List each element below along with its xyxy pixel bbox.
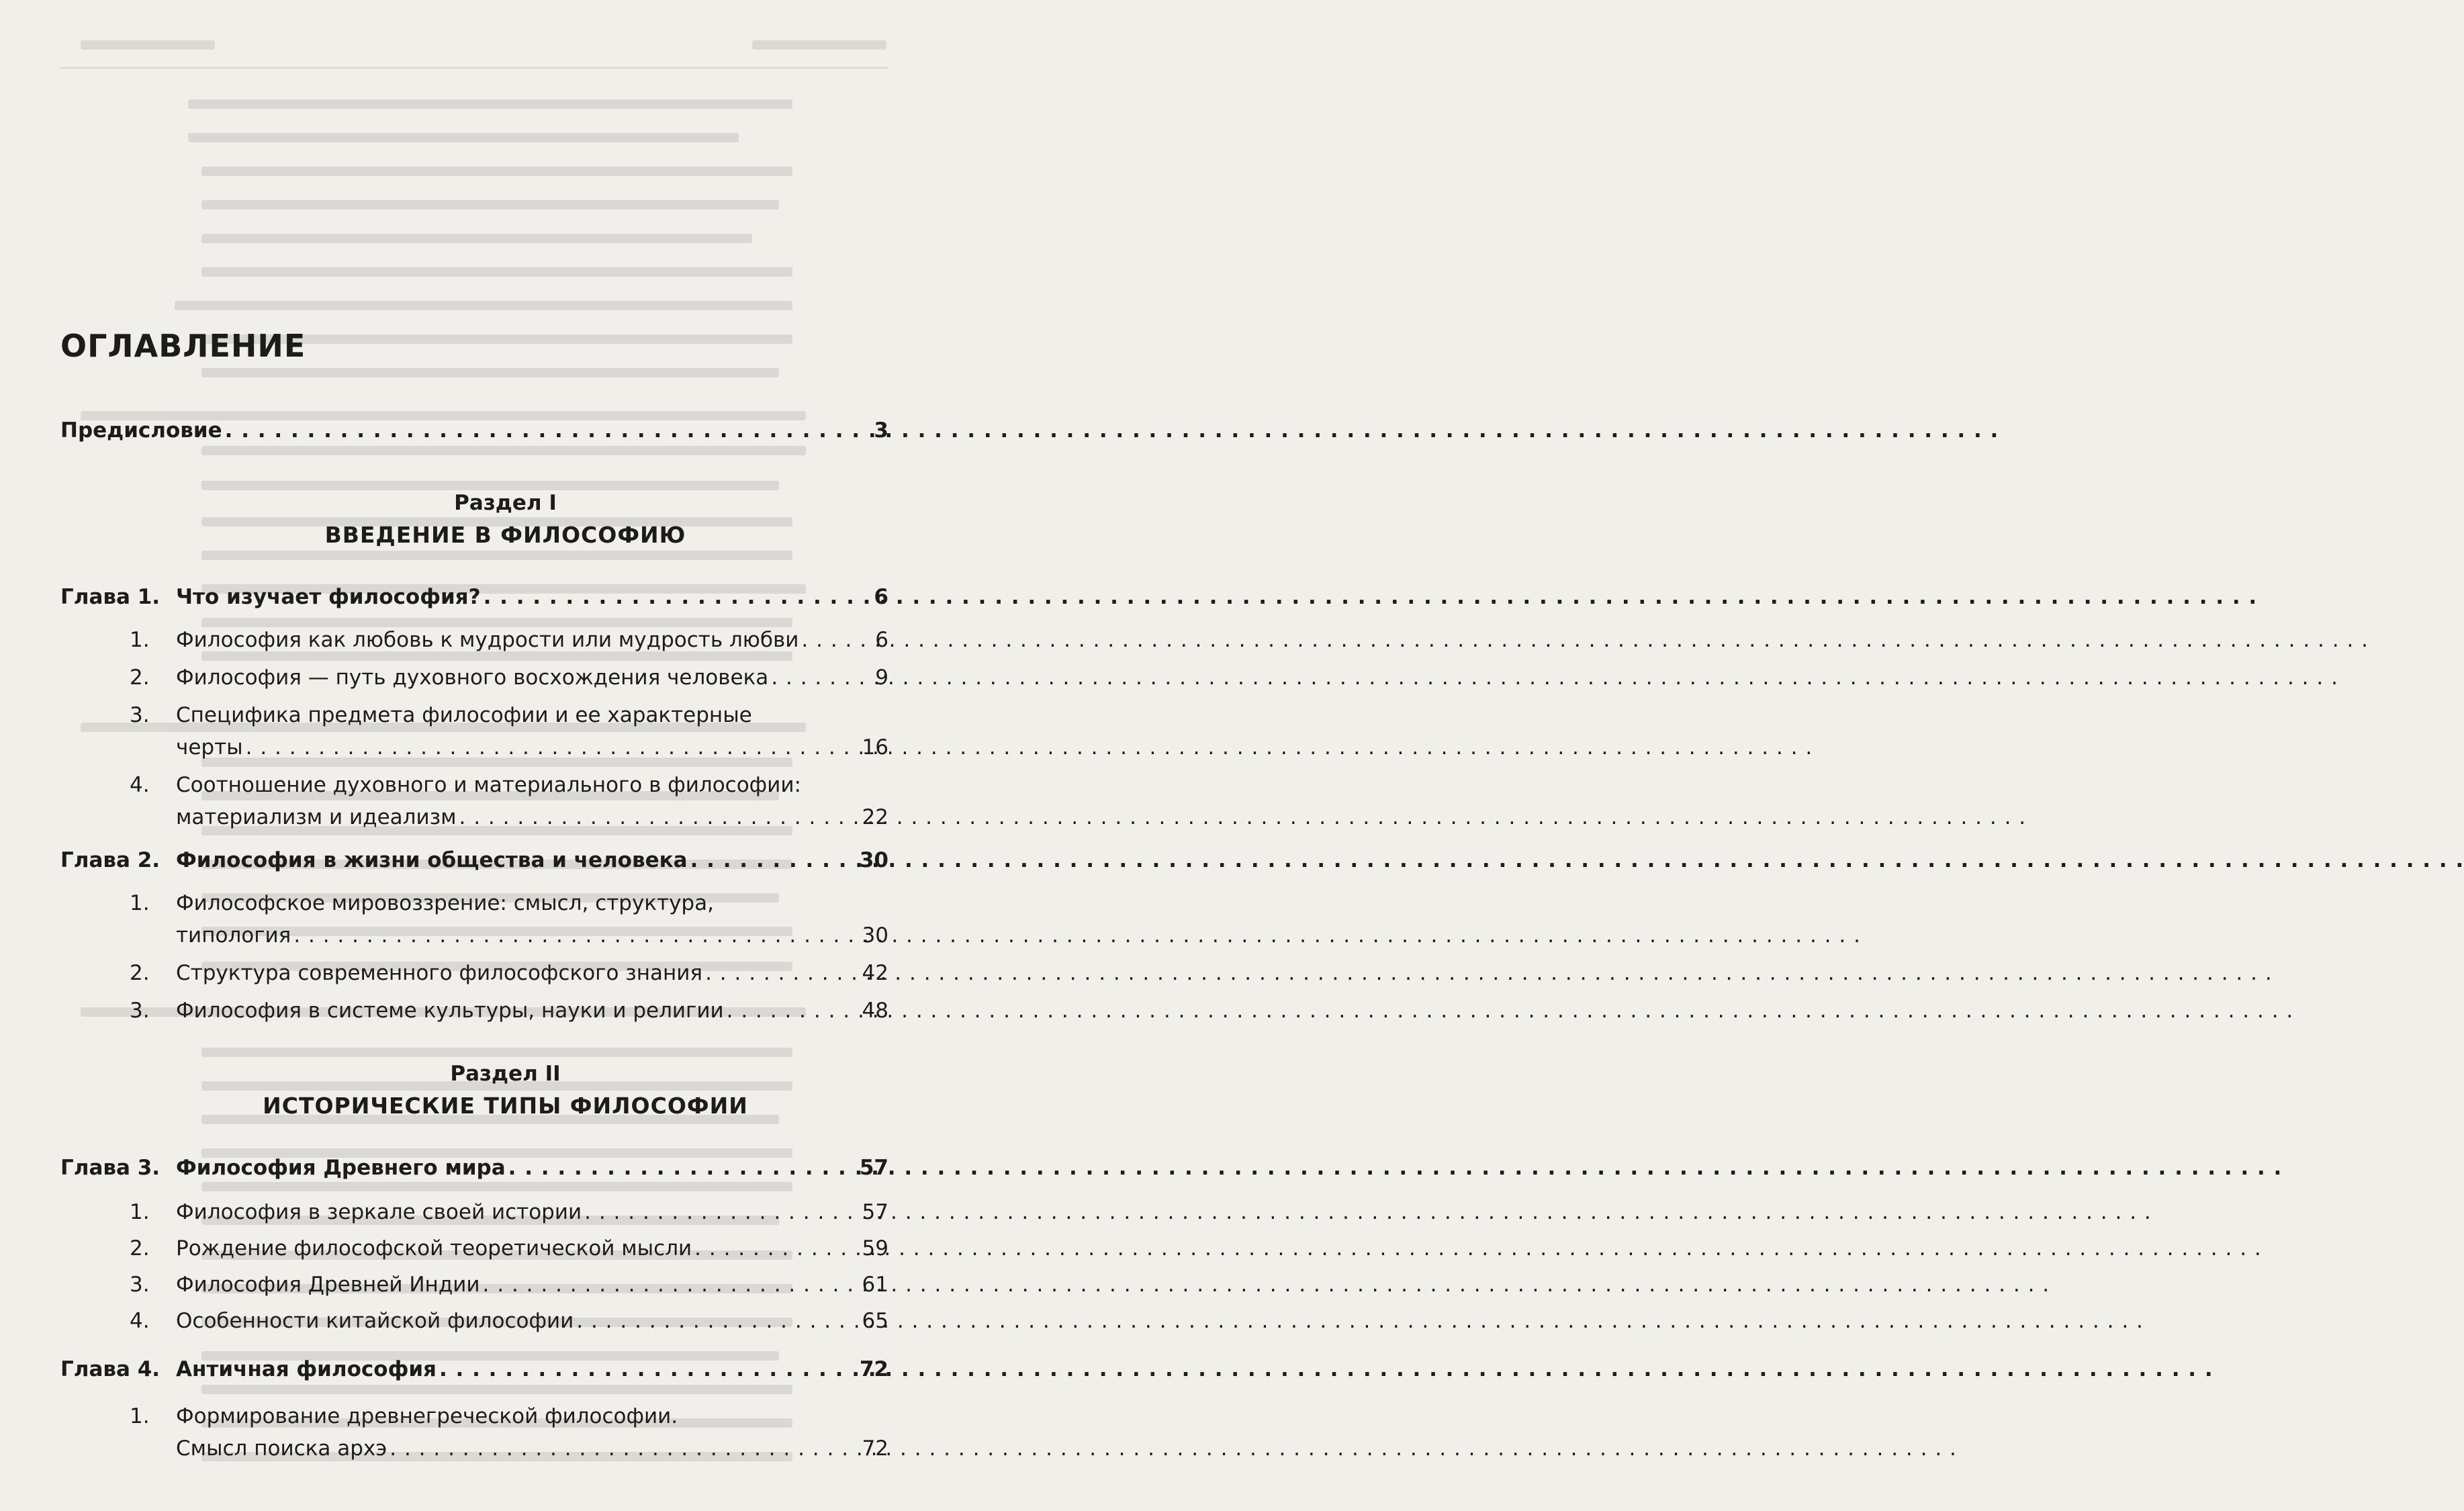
page-title: ОГЛАВЛЕНИЕ	[60, 328, 306, 364]
leader-dots	[390, 1433, 859, 1465]
entry-title: Структура современного философского знания	[176, 961, 703, 985]
entry-title: Античная философия	[176, 1357, 437, 1381]
item-number: 4.	[130, 773, 150, 797]
toc-page	[0, 0, 970, 1511]
entry-page-number: 9	[875, 666, 888, 690]
chapter-label: Глава 4.	[60, 1357, 161, 1381]
section-label: Раздел I	[454, 491, 557, 515]
leader-dots	[246, 732, 860, 764]
toc-item[interactable]	[0, 770, 970, 834]
item-number: 1.	[130, 628, 150, 652]
leader-dots	[801, 625, 872, 656]
entry-title: Особенности китайской философии	[176, 1309, 574, 1333]
leader-dots	[690, 845, 857, 876]
leader-dots	[771, 662, 872, 694]
item-number: 2.	[130, 961, 150, 985]
entry-page-number: 48	[862, 999, 888, 1023]
entry-title: черты	[176, 735, 243, 760]
leader-dots	[576, 1306, 859, 1337]
chapter-label: Глава 3.	[60, 1156, 161, 1180]
leader-dots	[694, 1233, 859, 1265]
entry-page-number: 65	[862, 1309, 888, 1333]
section-title: ВВЕДЕНИЕ В ФИЛОСОФИЮ	[324, 522, 686, 548]
entry-page-number: 16	[862, 735, 888, 760]
entry-title: Философия в жизни общества и человека	[176, 848, 688, 872]
entry-title: типология	[176, 923, 291, 948]
entry-title: Философия Древнего мира	[176, 1156, 506, 1180]
entry-title: материализм и идеализм	[176, 805, 457, 829]
entry-title: Философия как любовь к мудрости или мудрость любви	[176, 628, 799, 652]
entry-title: Что изучает философия?	[176, 585, 481, 609]
entry-page-number: 72	[862, 1436, 888, 1461]
leader-dots	[225, 415, 872, 447]
toc-item[interactable]	[0, 700, 970, 764]
item-number: 3.	[130, 999, 150, 1023]
leader-dots	[705, 958, 859, 989]
entry-page-number: 22	[862, 805, 888, 829]
leader-dots	[459, 802, 860, 833]
toc-item[interactable]	[0, 1401, 970, 1465]
entry-page-number: 57	[862, 1200, 888, 1224]
entry-page-number: 61	[862, 1273, 888, 1297]
entry-page-number: 42	[862, 961, 888, 985]
header-rule	[60, 67, 888, 68]
entry-page-number: 3	[874, 418, 888, 443]
entry-page-number: 30	[862, 923, 888, 948]
entry-title-line: Формирование древнегреческой философии.	[176, 1404, 678, 1428]
entry-title: Философия Древней Индии	[176, 1273, 480, 1297]
item-number: 4.	[130, 1309, 150, 1333]
entry-title: Философия в системе культуры, науки и религии	[176, 999, 724, 1023]
section-label: Раздел II	[450, 1062, 561, 1086]
item-number: 1.	[130, 1404, 150, 1428]
entry-title: Философия — путь духовного восхождения человека	[176, 666, 769, 690]
entry-page-number: 6	[875, 628, 888, 652]
item-number: 3.	[130, 703, 150, 727]
item-number: 3.	[130, 1273, 150, 1297]
item-number: 2.	[130, 666, 150, 690]
leader-dots	[727, 995, 860, 1027]
entry-title-line: Философское мировоззрение: смысл, структура,	[176, 891, 714, 915]
leader-dots	[439, 1354, 857, 1385]
entry-page-number: 72	[859, 1357, 888, 1381]
leader-dots	[293, 920, 859, 952]
entry-page-number: 6	[874, 585, 888, 609]
entry-page-number: 57	[859, 1156, 888, 1180]
entry-page-number: 30	[859, 848, 888, 872]
entry-title-line: Соотношение духовного и материального в философии:	[176, 773, 801, 797]
toc-item[interactable]	[0, 888, 970, 952]
entry-title: Рождение философской теоретической мысли	[176, 1236, 692, 1261]
entry-page-number: 59	[862, 1236, 888, 1261]
leader-dots	[483, 1269, 860, 1301]
leader-dots	[508, 1152, 857, 1184]
entry-title: Предисловие	[60, 418, 222, 443]
item-number: 1.	[130, 1200, 150, 1224]
chapter-label: Глава 1.	[60, 585, 161, 609]
section-title: ИСТОРИЧЕСКИЕ ТИПЫ ФИЛОСОФИИ	[263, 1093, 748, 1119]
leader-dots	[484, 582, 872, 613]
leader-dots	[584, 1197, 859, 1228]
item-number: 2.	[130, 1236, 150, 1261]
chapter-label: Глава 2.	[60, 848, 161, 872]
item-number: 1.	[130, 891, 150, 915]
entry-title: Философия в зеркале своей истории	[176, 1200, 582, 1224]
entry-title-line: Специфика предмета философии и ее характерные	[176, 703, 752, 727]
entry-title: Смысл поиска архэ	[176, 1436, 387, 1461]
